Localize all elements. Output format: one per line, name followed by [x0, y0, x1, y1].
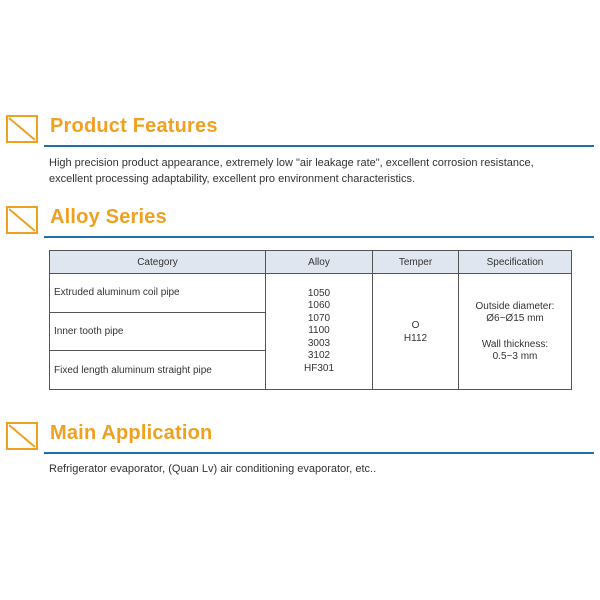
alloy-series-title: Alloy Series	[50, 206, 167, 228]
temper-value: O	[411, 319, 420, 331]
application-line: Refrigerator evaporator, (Quan Lv) air conditioning evaporator, etc..	[49, 463, 377, 475]
product-features-title: Product Features	[50, 115, 218, 137]
temper-cell	[373, 274, 459, 390]
outside-diameter-value: Ø6~Ø15 mm	[486, 312, 544, 324]
product-features-text	[49, 155, 595, 187]
category-cell: Fixed length aluminum straight pipe	[50, 351, 266, 390]
wall-thickness-value: 0.5~3 mm	[492, 350, 538, 362]
header-specification: Specification	[459, 251, 572, 274]
alloy-grade: 3003	[307, 337, 331, 349]
section-divider	[44, 236, 594, 238]
header-alloy: Alloy	[266, 251, 373, 274]
alloy-grade: 1100	[308, 325, 330, 337]
alloy-grade: 3102	[307, 350, 331, 362]
alloy-grade: HF301	[303, 362, 334, 374]
header-category: Category	[50, 251, 266, 274]
features-line: High precision product appearance, extremely low "air leakage rate", excellent corrosion resistance,	[49, 157, 534, 169]
main-application-text	[49, 461, 595, 477]
product-features-header	[6, 113, 594, 147]
alloy-grade: 1050	[307, 287, 331, 299]
alloy-list-cell	[266, 274, 373, 390]
main-application-header	[6, 420, 594, 454]
section-divider	[44, 452, 594, 454]
table-header-row	[50, 251, 572, 274]
square-slash-icon	[6, 115, 38, 143]
category-cell: Inner tooth pipe	[50, 312, 266, 351]
alloy-series-header	[6, 204, 594, 238]
category-cell: Extruded aluminum coil pipe	[50, 274, 266, 313]
outside-diameter-label: Outside diameter:	[475, 300, 555, 312]
wall-thickness-label: Wall thickness:	[481, 338, 549, 350]
specification-cell	[459, 274, 572, 390]
temper-value: H112	[403, 332, 428, 344]
square-slash-icon	[6, 422, 38, 450]
section-divider	[44, 145, 594, 147]
alloy-grade: 1060	[307, 300, 331, 312]
alloy-series-table	[49, 250, 572, 390]
table-row	[50, 274, 572, 313]
alloy-grade: 1070	[307, 312, 331, 324]
features-line: excellent processing adaptability, excellent pro environment characteristics.	[49, 173, 416, 185]
main-application-title: Main Application	[50, 422, 213, 444]
square-slash-icon	[6, 206, 38, 234]
header-temper: Temper	[373, 251, 459, 274]
